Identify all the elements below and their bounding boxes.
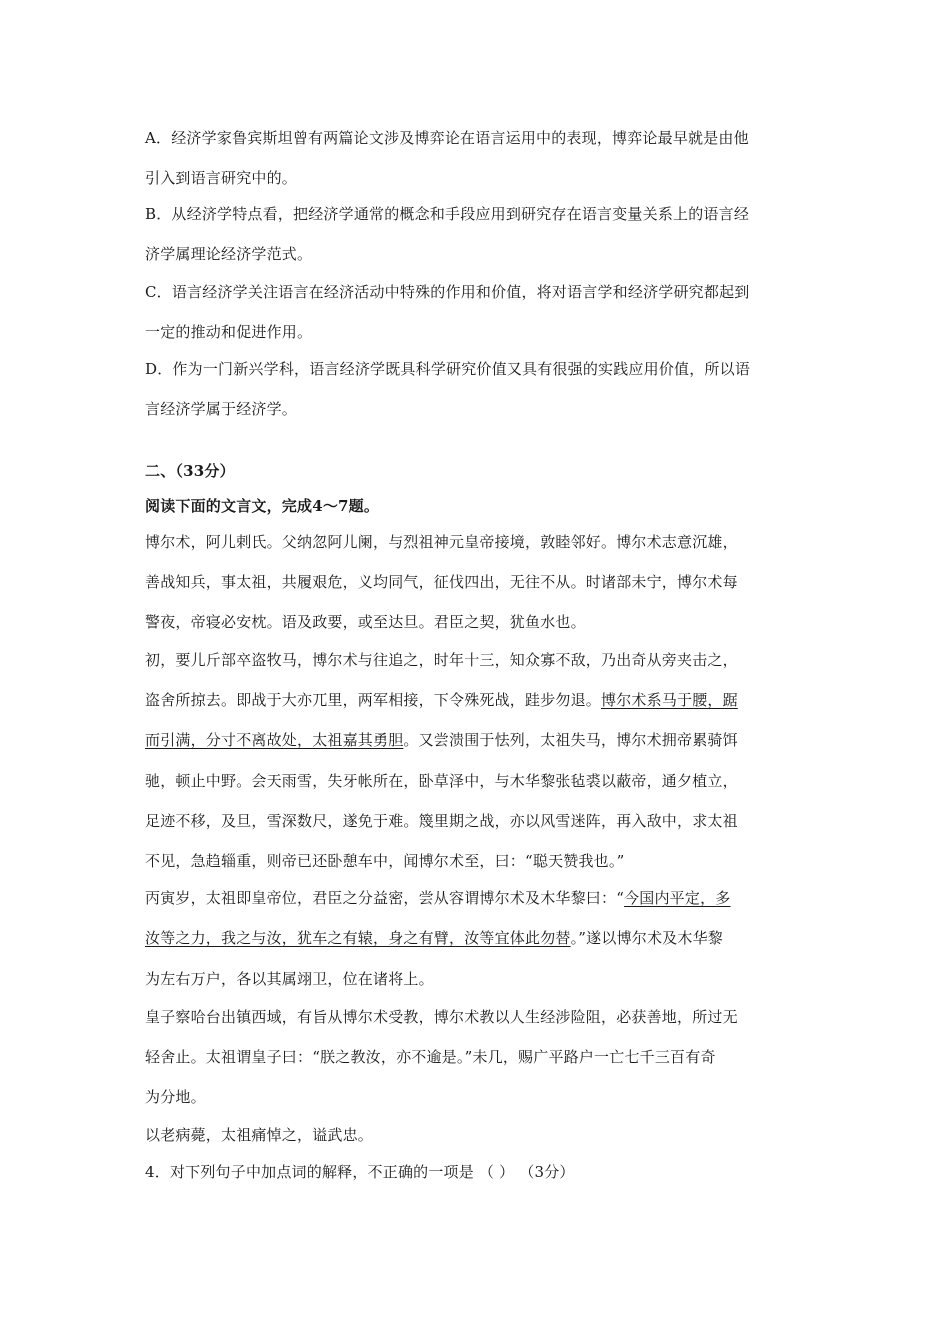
section-instruction: 阅读下面的文言文，完成4～7题。 — [145, 497, 380, 515]
passage-p2-line-4: 驰，顿止中野。会天雨雪，失牙帐所在，卧草泽中，与木华黎张毡裘以蔽帝，通夕植立， — [145, 772, 738, 790]
passage-p2-line-2 — [145, 690, 738, 710]
passage-p3-line-3: 为左右万户，各以其属翊卫，位在诸将上。 — [145, 970, 434, 988]
passage-text: 丙寅岁，太祖即皇帝位，君臣之分益密，尝从容谓博尔术及木华黎曰：“ — [145, 889, 625, 907]
underlined-sentence: 今国内平定，多 — [624, 889, 731, 907]
passage-p3-line-1 — [145, 888, 730, 908]
option-b-line-1: B．从经济学特点看，把经济学通常的概念和手段应用到研究存在语言变量关系上的语言经 — [145, 205, 750, 223]
underlined-sentence: 而引满，分寸不离故处，太祖嘉其勇胆 — [145, 731, 404, 749]
section-heading: 二、（33分） — [145, 462, 235, 480]
passage-p4-line-3: 为分地。 — [145, 1088, 206, 1106]
passage-p1-line-2: 善战知兵，事太祖，共履艰危，义均同气，征伐四出，无往不从。时诸部未宁，博尔术每 — [145, 573, 738, 591]
option-d-line-1: D．作为一门新兴学科，语言经济学既具科学研究价值又具有很强的实践应用价值，所以语 — [145, 360, 751, 378]
passage-p2-line-5: 足迹不移，及旦，雪深数尺，遂免于难。篾里期之战，亦以风雪迷阵，再入敌中，求太祖 — [145, 812, 738, 830]
passage-p4-line-1: 皇子察哈台出镇西域，有旨从博尔术受教，博尔术教以人生经涉险阻，必获善地，所过无 — [145, 1008, 738, 1026]
option-c-line-1: C．语言经济学关注语言在经济活动中特殊的作用和价值，将对语言学和经济学研究都起到 — [145, 283, 750, 301]
passage-text: 盗舍所掠去。即战于大亦兀里，两军相接，下令殊死战，跬步勿退。 — [145, 691, 602, 709]
passage-text: 。”遂以博尔术及木华黎 — [570, 929, 723, 947]
passage-p4-line-2: 轻舍止。太祖谓皇子曰：“朕之教汝，亦不逾是。”未几，赐广平路户一亡七千三百有奇 — [145, 1048, 716, 1066]
option-c-line-2: 一定的推动和促进作用。 — [145, 323, 313, 341]
passage-p2-line-6: 不见，急趋辎重，则帝已还卧憩车中，闻博尔术至，曰：“聪天赞我也。” — [145, 852, 625, 870]
option-a-line-2: 引入到语言研究中的。 — [145, 169, 298, 187]
passage-text: 。又尝溃围于怯列，太祖失马，博尔术拥帝累骑饵 — [403, 731, 738, 749]
question-4: 4．对下列句子中加点词的解释，不正确的一项是 （ ） （3分） — [145, 1163, 575, 1181]
passage-p5-line-1: 以老病薨，太祖痛悼之，谥武忠。 — [145, 1126, 374, 1144]
passage-p1-line-1: 博尔术，阿儿剌氏。父纳忽阿儿阑，与烈祖神元皇帝接境，敦睦邻好。博尔术志意沉雄， — [145, 533, 738, 551]
passage-p1-line-3: 警夜，帝寝必安枕。语及政要，或至达旦。君臣之契，犹鱼水也。 — [145, 613, 586, 631]
underlined-sentence: 汝等之力，我之与汝，犹车之有辕，身之有臂，汝等宜体此勿替 — [145, 929, 571, 947]
option-b-line-2: 济学属理论经济学范式。 — [145, 245, 313, 263]
passage-p3-line-2 — [145, 928, 723, 948]
underlined-sentence: 博尔术系马于腰，踞 — [601, 691, 738, 709]
passage-p2-line-1: 初，要儿斤部卒盗牧马，博尔术与往追之，时年十三，知众寡不敌，乃出奇从旁夹击之， — [145, 651, 738, 669]
option-d-line-2: 言经济学属于经济学。 — [145, 400, 298, 418]
option-a-line-1: A．经济学家鲁宾斯坦曾有两篇论文涉及博弈论在语言运用中的表现，博弈论最早就是由他 — [145, 129, 749, 147]
passage-p2-line-3 — [145, 730, 738, 750]
